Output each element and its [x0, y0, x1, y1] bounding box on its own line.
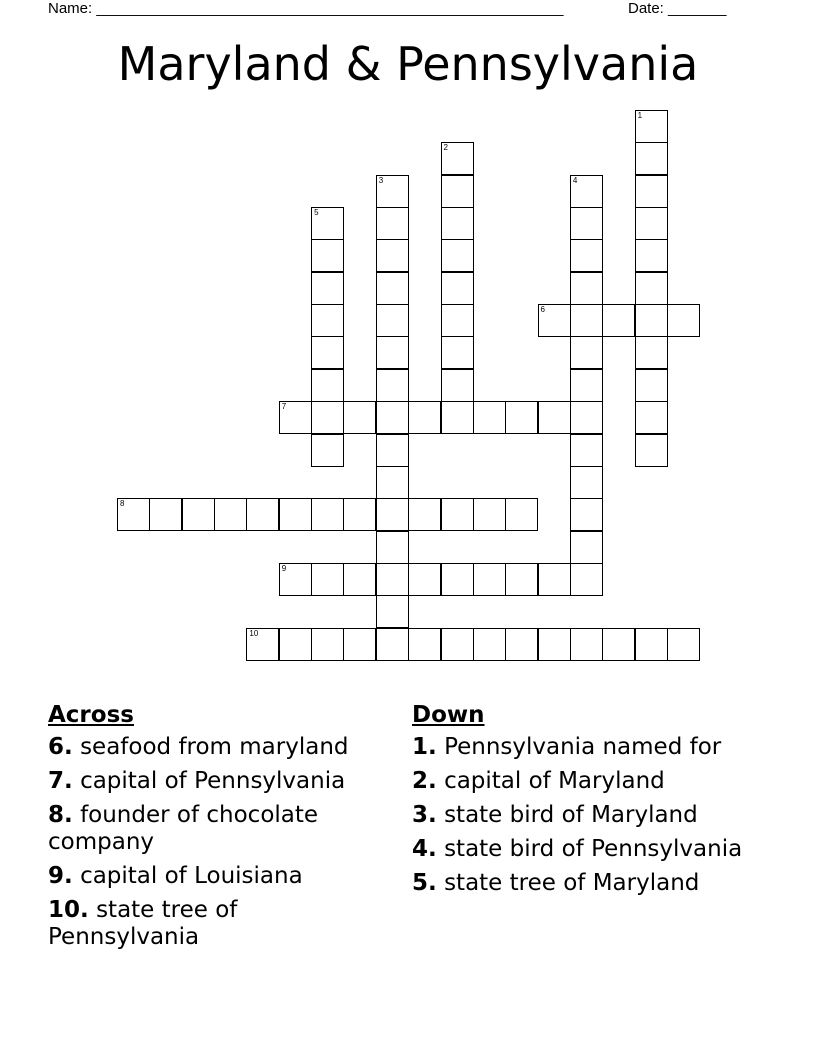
- grid-cell[interactable]: [441, 175, 474, 208]
- grid-cell[interactable]: [505, 628, 538, 661]
- grid-cell[interactable]: [376, 239, 409, 272]
- name-field[interactable]: Name: ________________________________________________________: [48, 0, 564, 17]
- clue-number-label: 1: [637, 111, 643, 120]
- clue-number-label: 4: [572, 175, 578, 185]
- grid-cell[interactable]: [505, 401, 538, 434]
- grid-cell[interactable]: [408, 563, 441, 596]
- grid-cell[interactable]: [311, 239, 344, 272]
- grid-cell[interactable]: [441, 239, 474, 272]
- grid-cell[interactable]: [635, 628, 668, 661]
- grid-cell[interactable]: [570, 531, 603, 564]
- clue-number-label: 2: [443, 143, 448, 153]
- grid-cell[interactable]: [376, 531, 409, 564]
- grid-cell[interactable]: [538, 304, 571, 337]
- grid-cell[interactable]: [667, 628, 700, 661]
- clue-text: state bird of Pennsylvania: [444, 836, 743, 862]
- grid-cell[interactable]: [182, 498, 215, 531]
- grid-cell[interactable]: [311, 207, 344, 240]
- across-clue: [48, 897, 388, 951]
- grid-cell[interactable]: [538, 401, 571, 434]
- grid-cell[interactable]: [602, 628, 635, 661]
- grid-cell[interactable]: [408, 628, 441, 661]
- grid-cell[interactable]: [441, 369, 474, 402]
- grid-cell[interactable]: [473, 498, 506, 531]
- grid-cell[interactable]: [473, 563, 506, 596]
- grid-cell[interactable]: [602, 304, 635, 337]
- grid-cell[interactable]: [117, 498, 150, 531]
- grid-cell[interactable]: [635, 207, 668, 240]
- grid-cell[interactable]: [376, 466, 409, 499]
- grid-cell[interactable]: [441, 401, 474, 434]
- grid-cell[interactable]: [441, 304, 474, 337]
- down-clue: [412, 836, 752, 863]
- clue-number: 6.: [48, 734, 73, 760]
- across-clue: [48, 802, 388, 856]
- grid-cell[interactable]: [311, 369, 344, 402]
- clue-number: 5.: [412, 870, 437, 896]
- grid-cell[interactable]: [311, 336, 344, 369]
- grid-cell[interactable]: [376, 595, 409, 628]
- down-clue: [412, 734, 752, 761]
- grid-cell[interactable]: [667, 304, 700, 337]
- down-clue: [412, 870, 752, 897]
- puzzle-title: Maryland & Pennsylvania: [117, 37, 699, 91]
- grid-cell[interactable]: [214, 498, 247, 531]
- clue-number-label: 8: [120, 499, 125, 509]
- clue-number-label: 6: [540, 305, 545, 315]
- grid-cell[interactable]: [570, 207, 603, 240]
- grid-cell[interactable]: [538, 563, 571, 596]
- down-clues: [412, 702, 752, 904]
- grid-cell[interactable]: [441, 207, 474, 240]
- grid-cell[interactable]: [635, 239, 668, 272]
- grid-cell[interactable]: [149, 498, 182, 531]
- clue-number-label: 9: [281, 563, 287, 573]
- grid-cell[interactable]: [635, 304, 668, 337]
- grid-cell[interactable]: [570, 466, 603, 499]
- grid-cell[interactable]: [505, 563, 538, 596]
- grid-cell[interactable]: [570, 434, 603, 467]
- grid-cell[interactable]: [343, 628, 376, 661]
- down-clue: [412, 802, 752, 829]
- clue-text: state tree of Pennsylvania: [48, 897, 238, 950]
- grid-cell[interactable]: [441, 142, 474, 175]
- clue-number-label: 7: [281, 402, 287, 412]
- across-clue: [48, 768, 388, 795]
- grid-cell[interactable]: [376, 563, 409, 596]
- clue-number: 1.: [412, 734, 437, 760]
- grid-cell[interactable]: [635, 175, 668, 208]
- grid-cell[interactable]: [635, 142, 668, 175]
- clue-number: 9.: [48, 863, 73, 889]
- clue-number: 4.: [412, 836, 437, 862]
- grid-cell[interactable]: [311, 498, 344, 531]
- grid-cell[interactable]: [441, 628, 474, 661]
- clue-number-label: 5: [314, 208, 319, 218]
- clue-number-label: 10: [249, 628, 259, 638]
- grid-cell[interactable]: [538, 628, 571, 661]
- grid-cell[interactable]: [376, 498, 409, 531]
- across-clue: [48, 734, 388, 761]
- across-heading: Across: [48, 702, 134, 728]
- grid-cell[interactable]: [441, 336, 474, 369]
- grid-cell[interactable]: [311, 563, 344, 596]
- clue-text: state tree of Maryland: [444, 870, 700, 896]
- clue-number: 3.: [412, 802, 437, 828]
- down-clue: [412, 768, 752, 795]
- grid-cell[interactable]: [343, 401, 376, 434]
- grid-cell[interactable]: [570, 175, 603, 208]
- date-field[interactable]: Date: _______: [628, 0, 727, 17]
- grid-cell[interactable]: [311, 434, 344, 467]
- grid-cell[interactable]: [570, 304, 603, 337]
- grid-cell[interactable]: [376, 336, 409, 369]
- clue-text: capital of Pennsylvania: [80, 768, 346, 794]
- clue-number: 7.: [48, 768, 73, 794]
- grid-cell[interactable]: [635, 336, 668, 369]
- grid-cell[interactable]: [635, 369, 668, 402]
- grid-cell[interactable]: [279, 563, 312, 596]
- grid-cell[interactable]: [635, 110, 668, 143]
- clue-text: state bird of Maryland: [444, 802, 698, 828]
- clue-text: seafood from maryland: [80, 734, 349, 760]
- grid-cell[interactable]: [635, 272, 668, 305]
- grid-cell[interactable]: [376, 272, 409, 305]
- grid-cell[interactable]: [570, 498, 603, 531]
- grid-cell[interactable]: [570, 239, 603, 272]
- grid-cell[interactable]: [376, 207, 409, 240]
- grid-cell[interactable]: [311, 628, 344, 661]
- grid-cell[interactable]: [311, 272, 344, 305]
- clue-text: Pennsylvania named for: [444, 734, 722, 760]
- grid-cell[interactable]: [570, 369, 603, 402]
- clue-number: 10.: [48, 897, 89, 923]
- grid-cell[interactable]: [376, 401, 409, 434]
- grid-cell[interactable]: [279, 401, 312, 434]
- grid-cell[interactable]: [246, 628, 279, 661]
- clue-text: capital of Maryland: [444, 768, 665, 794]
- grid-cell[interactable]: [246, 498, 279, 531]
- grid-cell[interactable]: [376, 434, 409, 467]
- grid-cell[interactable]: [441, 272, 474, 305]
- clue-number-label: 3: [378, 175, 384, 185]
- grid-cell[interactable]: [408, 498, 441, 531]
- grid-cell[interactable]: [376, 175, 409, 208]
- grid-cell[interactable]: [343, 563, 376, 596]
- down-heading: Down: [412, 702, 485, 728]
- grid-cell[interactable]: [376, 304, 409, 337]
- grid-cell[interactable]: [635, 401, 668, 434]
- grid-cell[interactable]: [473, 401, 506, 434]
- across-clues: [48, 702, 388, 958]
- grid-cell[interactable]: [570, 628, 603, 661]
- grid-cell[interactable]: [311, 401, 344, 434]
- clue-number: 8.: [48, 802, 73, 828]
- clue-number: 2.: [412, 768, 437, 794]
- grid-cell[interactable]: [473, 628, 506, 661]
- grid-cell[interactable]: [376, 628, 409, 661]
- clue-text: capital of Louisiana: [80, 863, 303, 889]
- grid-cell[interactable]: [311, 304, 344, 337]
- grid-cell[interactable]: [570, 401, 603, 434]
- across-clue: [48, 863, 388, 890]
- grid-cell[interactable]: [376, 369, 409, 402]
- grid-cell[interactable]: [343, 498, 376, 531]
- grid-cell[interactable]: [635, 434, 668, 467]
- grid-cell[interactable]: [570, 563, 603, 596]
- grid-cell[interactable]: [441, 563, 474, 596]
- grid-cell[interactable]: [505, 498, 538, 531]
- grid-cell[interactable]: [279, 498, 312, 531]
- grid-cell[interactable]: [570, 336, 603, 369]
- grid-cell[interactable]: [279, 628, 312, 661]
- grid-cell[interactable]: [570, 272, 603, 305]
- grid-cell[interactable]: [441, 498, 474, 531]
- grid-cell[interactable]: [408, 401, 441, 434]
- clue-text: founder of chocolate company: [48, 802, 319, 855]
